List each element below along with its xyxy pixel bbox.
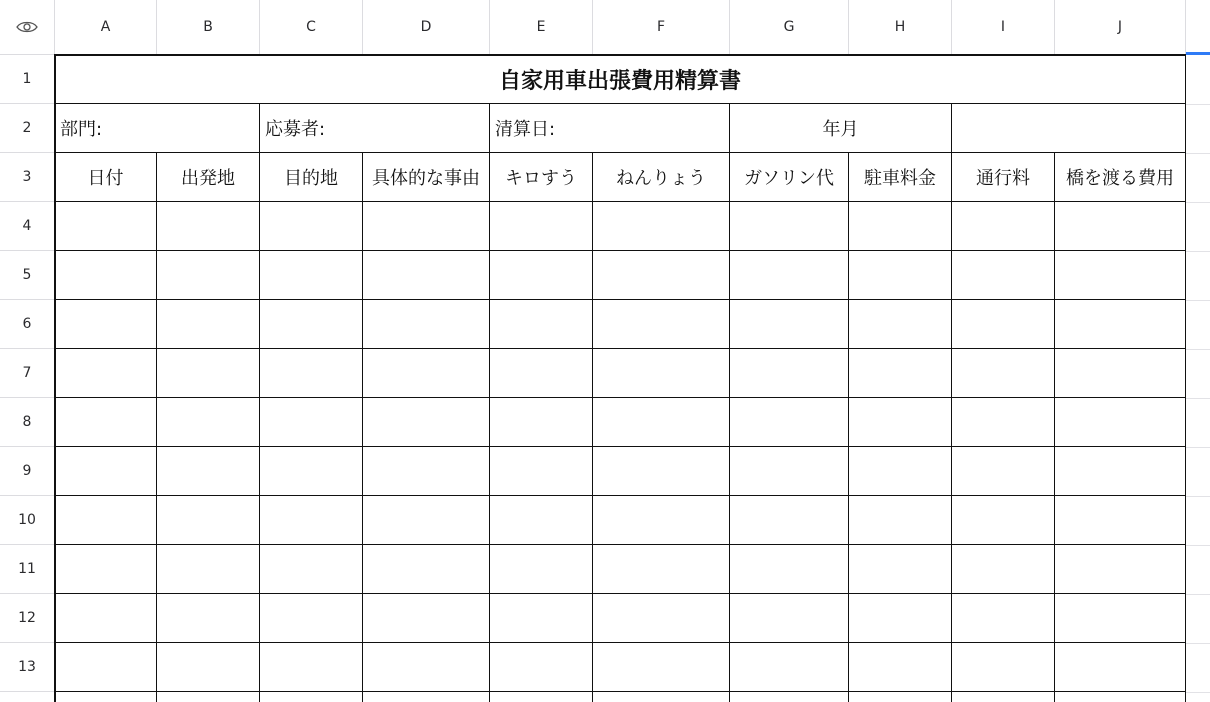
table-cell[interactable] <box>1055 692 1186 702</box>
gridline <box>1186 104 1210 105</box>
table-cell[interactable] <box>952 300 1055 349</box>
row2-blank-cell[interactable] <box>952 104 1186 153</box>
table-cell[interactable] <box>490 594 593 643</box>
table-cell[interactable] <box>260 594 363 643</box>
table-cell[interactable] <box>849 398 952 447</box>
applicant-label[interactable]: 応募者: <box>260 104 490 153</box>
table-cell[interactable] <box>593 300 730 349</box>
table-cell[interactable] <box>260 496 363 545</box>
gridline <box>1186 153 1210 154</box>
table-left-border <box>54 55 56 702</box>
table-cell[interactable] <box>260 643 363 692</box>
column-header-c[interactable]: C <box>260 0 363 55</box>
column-header-j[interactable]: J <box>1055 0 1186 55</box>
gridline <box>1186 692 1210 693</box>
table-cell[interactable] <box>260 545 363 594</box>
column-title-10[interactable]: 橋を渡る費用 <box>1055 153 1186 202</box>
table-cell[interactable] <box>157 349 260 398</box>
column-title-3[interactable]: 目的地 <box>260 153 363 202</box>
table-cell[interactable] <box>1055 643 1186 692</box>
table-cell[interactable] <box>952 496 1055 545</box>
table-cell[interactable] <box>260 300 363 349</box>
table-cell[interactable] <box>1055 594 1186 643</box>
row-header-12[interactable]: 12 <box>0 594 55 643</box>
table-cell[interactable] <box>363 349 490 398</box>
table-cell[interactable] <box>157 545 260 594</box>
table-cell[interactable] <box>490 202 593 251</box>
table-cell[interactable] <box>260 447 363 496</box>
table-cell[interactable] <box>1055 496 1186 545</box>
table-cell[interactable] <box>55 447 157 496</box>
table-cell[interactable] <box>952 643 1055 692</box>
table-cell[interactable] <box>952 594 1055 643</box>
table-cell[interactable] <box>952 202 1055 251</box>
gridline <box>1186 643 1210 644</box>
row-header-8[interactable]: 8 <box>0 398 55 447</box>
table-cell[interactable] <box>849 643 952 692</box>
year-month-label[interactable]: 年月 <box>730 104 952 153</box>
column-title-8[interactable]: 駐車料金 <box>849 153 952 202</box>
table-cell[interactable] <box>363 447 490 496</box>
table-cell[interactable] <box>490 398 593 447</box>
table-cell[interactable] <box>157 692 260 702</box>
table-cell[interactable] <box>363 594 490 643</box>
table-cell[interactable] <box>55 643 157 692</box>
gridline <box>1186 202 1210 203</box>
table-cell[interactable] <box>849 496 952 545</box>
table-cell[interactable] <box>490 496 593 545</box>
table-cell[interactable] <box>363 398 490 447</box>
table-cell[interactable] <box>730 496 849 545</box>
table-cell[interactable] <box>952 251 1055 300</box>
table-cell[interactable] <box>730 545 849 594</box>
column-header-h[interactable]: H <box>849 0 952 55</box>
gridline <box>1186 251 1210 252</box>
table-cell[interactable] <box>593 643 730 692</box>
table-cell[interactable] <box>260 398 363 447</box>
gridline <box>1186 496 1210 497</box>
table-cell[interactable] <box>55 300 157 349</box>
gridline <box>1186 349 1210 350</box>
column-header-row <box>0 0 1210 55</box>
table-cell[interactable] <box>593 398 730 447</box>
sheet-title[interactable]: 自家用車出張費用精算書 <box>55 55 1186 104</box>
table-cell[interactable] <box>952 692 1055 702</box>
table-cell[interactable] <box>593 202 730 251</box>
gridline <box>1186 447 1210 448</box>
row-header-11[interactable]: 11 <box>0 545 55 594</box>
row-header-2[interactable]: 2 <box>0 104 55 153</box>
table-cell[interactable] <box>55 594 157 643</box>
table-cell[interactable] <box>55 349 157 398</box>
table-cell[interactable] <box>363 300 490 349</box>
column-header-g[interactable]: G <box>730 0 849 55</box>
column-header-e[interactable]: E <box>490 0 593 55</box>
gridline <box>1186 300 1210 301</box>
table-cell[interactable] <box>730 643 849 692</box>
table-cell[interactable] <box>260 202 363 251</box>
table-cell[interactable] <box>593 496 730 545</box>
table-cell[interactable] <box>849 202 952 251</box>
gridline <box>1186 594 1210 595</box>
table-cell[interactable] <box>363 545 490 594</box>
table-cell[interactable] <box>849 349 952 398</box>
table-cell[interactable] <box>157 496 260 545</box>
table-cell[interactable] <box>952 349 1055 398</box>
table-cell[interactable] <box>55 251 157 300</box>
row-header-4[interactable]: 4 <box>0 202 55 251</box>
table-cell[interactable] <box>157 447 260 496</box>
row-header-6[interactable]: 6 <box>0 300 55 349</box>
gridline <box>1186 398 1210 399</box>
table-cell[interactable] <box>55 545 157 594</box>
eye-icon <box>16 20 38 34</box>
table-cell[interactable] <box>1055 202 1186 251</box>
table-cell[interactable] <box>260 251 363 300</box>
table-cell[interactable] <box>849 251 952 300</box>
column-title-1[interactable]: 日付 <box>55 153 157 202</box>
table-cell[interactable] <box>952 398 1055 447</box>
gridline <box>1186 545 1210 546</box>
column-title-2[interactable]: 出発地 <box>157 153 260 202</box>
table-cell[interactable] <box>157 594 260 643</box>
table-cell[interactable] <box>1055 447 1186 496</box>
table-top-border <box>54 54 1186 56</box>
column-title-6[interactable]: ねんりょう <box>593 153 730 202</box>
row-header-10[interactable]: 10 <box>0 496 55 545</box>
table-cell[interactable] <box>157 643 260 692</box>
scroll-indicator[interactable] <box>1186 52 1210 55</box>
column-header-f[interactable]: F <box>593 0 730 55</box>
table-cell[interactable] <box>490 692 593 702</box>
table-cell[interactable] <box>730 692 849 702</box>
table-cell[interactable] <box>849 545 952 594</box>
table-cell[interactable] <box>730 300 849 349</box>
table-cell[interactable] <box>157 251 260 300</box>
table-cell[interactable] <box>1055 398 1186 447</box>
table-cell[interactable] <box>55 398 157 447</box>
column-header-d[interactable]: D <box>363 0 490 55</box>
table-cell[interactable] <box>730 251 849 300</box>
table-cell[interactable] <box>490 349 593 398</box>
table-cell[interactable] <box>55 496 157 545</box>
column-title-9[interactable]: 通行料 <box>952 153 1055 202</box>
table-cell[interactable] <box>260 692 363 702</box>
table-cell[interactable] <box>1055 349 1186 398</box>
table-cell[interactable] <box>1055 545 1186 594</box>
table-cell[interactable] <box>363 202 490 251</box>
table-cell[interactable] <box>55 202 157 251</box>
row-header-9[interactable]: 9 <box>0 447 55 496</box>
table-cell[interactable] <box>952 545 1055 594</box>
table-cell[interactable] <box>593 692 730 702</box>
table-cell[interactable] <box>490 545 593 594</box>
table-cell[interactable] <box>363 496 490 545</box>
table-cell[interactable] <box>730 349 849 398</box>
column-title-5[interactable]: キロすう <box>490 153 593 202</box>
table-cell[interactable] <box>363 692 490 702</box>
table-cell[interactable] <box>593 594 730 643</box>
row-header-1[interactable]: 1 <box>0 55 55 104</box>
table-cell[interactable] <box>157 202 260 251</box>
table-cell[interactable] <box>849 300 952 349</box>
row-header-7[interactable]: 7 <box>0 349 55 398</box>
column-header-b[interactable]: B <box>157 0 260 55</box>
table-cell[interactable] <box>157 300 260 349</box>
table-cell[interactable] <box>1055 251 1186 300</box>
column-header-i[interactable]: I <box>952 0 1055 55</box>
table-cell[interactable] <box>363 643 490 692</box>
column-title-4[interactable]: 具体的な事由 <box>363 153 490 202</box>
table-cell[interactable] <box>730 447 849 496</box>
table-cell[interactable] <box>1055 300 1186 349</box>
table-cell[interactable] <box>730 594 849 643</box>
row-header-5[interactable]: 5 <box>0 251 55 300</box>
row-header-partial[interactable] <box>0 692 55 702</box>
table-cell[interactable] <box>260 349 363 398</box>
table-cell[interactable] <box>157 398 260 447</box>
table-cell[interactable] <box>490 300 593 349</box>
table-cell[interactable] <box>490 447 593 496</box>
row-header-13[interactable]: 13 <box>0 643 55 692</box>
table-cell[interactable] <box>593 349 730 398</box>
row-header-3[interactable]: 3 <box>0 153 55 202</box>
table-cell[interactable] <box>849 447 952 496</box>
table-cell[interactable] <box>849 594 952 643</box>
table-cell[interactable] <box>730 202 849 251</box>
table-cell[interactable] <box>363 251 490 300</box>
table-cell[interactable] <box>490 251 593 300</box>
table-cell[interactable] <box>593 545 730 594</box>
column-header-a[interactable]: A <box>55 0 157 55</box>
select-all-corner[interactable] <box>0 0 55 55</box>
table-cell[interactable] <box>952 447 1055 496</box>
department-label[interactable]: 部門: <box>55 104 260 153</box>
table-cell[interactable] <box>593 251 730 300</box>
settlement-date-label[interactable]: 清算日: <box>490 104 730 153</box>
table-cell[interactable] <box>730 398 849 447</box>
table-cell[interactable] <box>55 692 157 702</box>
table-cell[interactable] <box>490 643 593 692</box>
column-title-7[interactable]: ガソリン代 <box>730 153 849 202</box>
table-cell[interactable] <box>593 447 730 496</box>
table-cell[interactable] <box>849 692 952 702</box>
